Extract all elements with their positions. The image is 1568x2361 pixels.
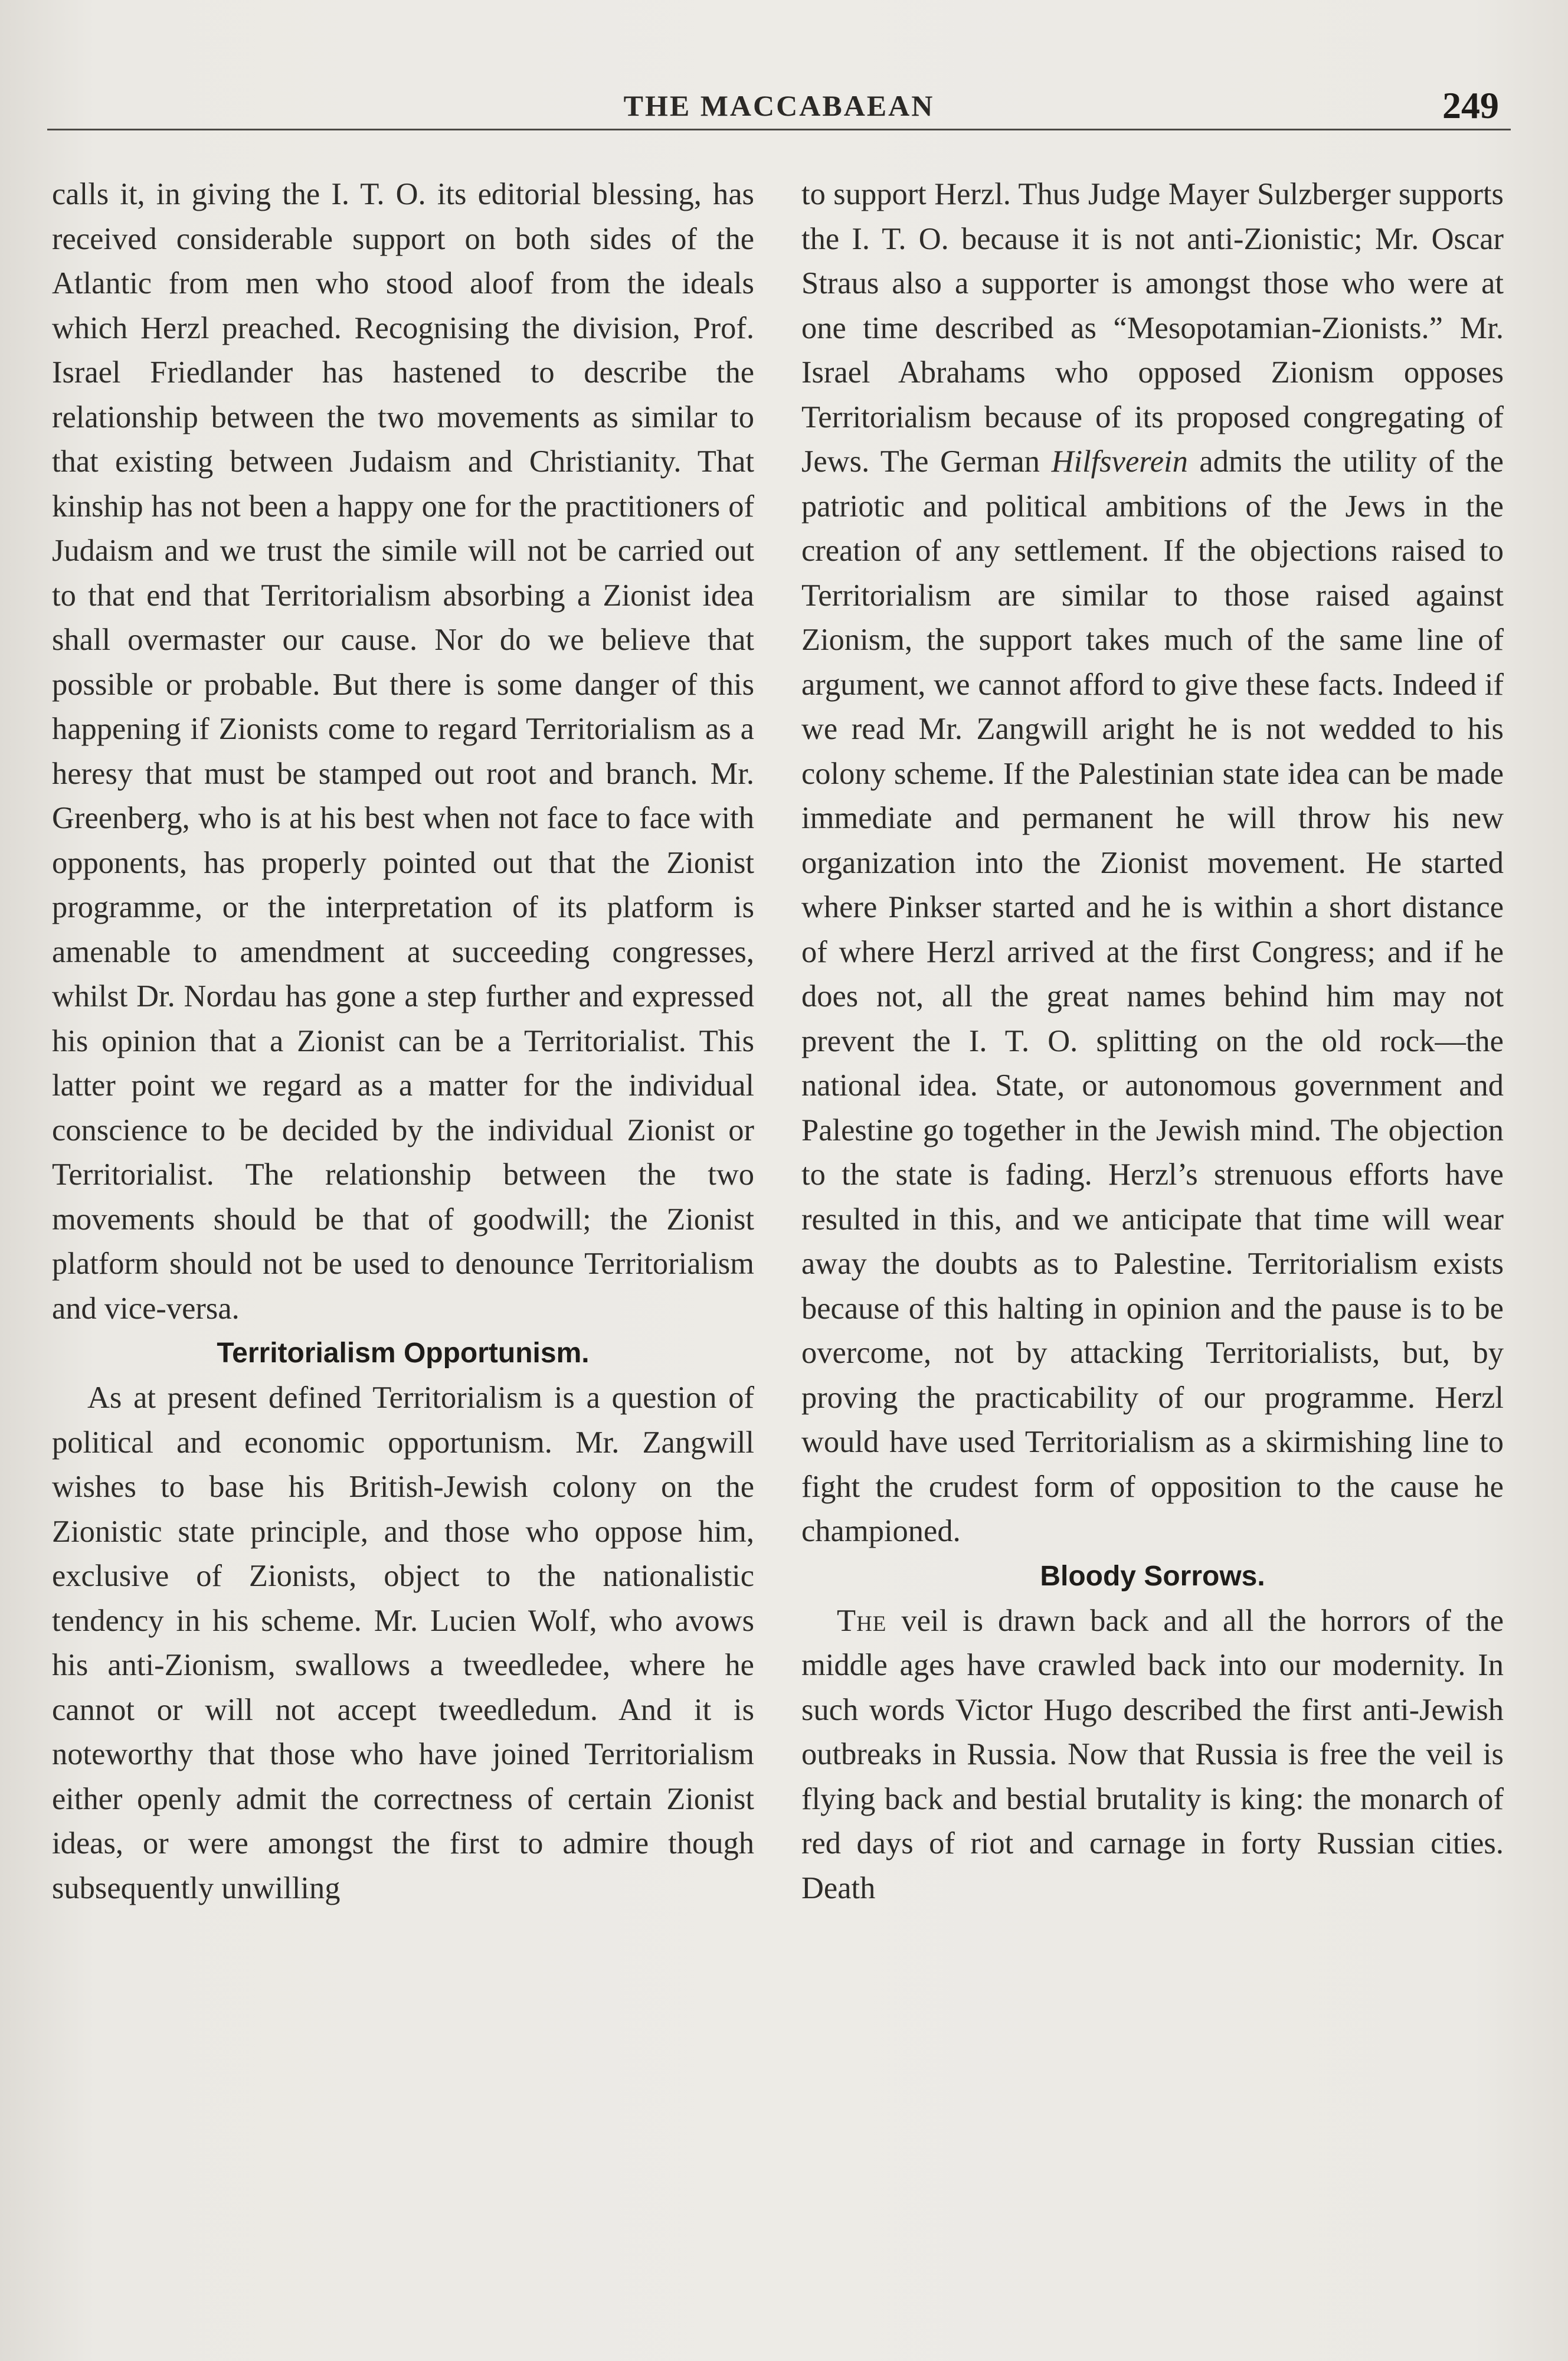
lead-word-smallcaps: The <box>837 1603 887 1638</box>
right-paragraph-bloody-sorrows <box>801 1599 1504 1911</box>
section-heading-territorialism-opportunism: Territorialism Opportunism. <box>217 1338 590 1369</box>
section-heading-bloody-sorrows: Bloody Sorrows. <box>1040 1560 1265 1592</box>
left-column <box>52 172 754 1911</box>
right-paragraph-continued <box>801 172 1504 1554</box>
left-paragraph-territorialism: As at present defined Territorialism is a question of political and economic opportunism. Mr. Zangwill wishes to base his British-Jewish colony on the Zionistic state principle, and those who oppose him, exclusive of Zionists, object to the nationalistic tendency in his scheme. Mr. Lucien Wolf, who avows his anti-Zionism, swallows a tweedledee, where he cannot or will not accept tweedledum. And it is noteworthy that those who have joined Territorialism either openly admit the correctness of certain Zionist ideas, or were amongst the first to admire though subsequently unwilling <box>52 1381 754 1905</box>
left-paragraph-continued: calls it, in giving the I. T. O. its editorial blessing, has received considerable support on both sides of the Atlantic from men who stood aloof from the ideals which Herzl preached. Recognising the division, Prof. Israel Friedlander has hastened to describe the relationship between the two movements as similar to that existing between Judaism and Christianity. That kinship has not been a happy one for the practitioners of Judaism and we trust the simile will not be carried out to that end that Territorialism absorbing a Zionist idea shall overmaster our cause. Nor do we believe that possible or probable. But there is some danger of this happening if Zionists come to regard Territorialism as a heresy that must be stamped out root and branch. Mr. Greenberg, who is at his best when not face to face with opponents, has properly pointed out that the Zionist programme, or the interpretation of its platform is amenable to amendment at succeeding congresses, whilst Dr. Nordau has gone a step further and expressed his opinion that a Zionist can be a Territorialist. This latter point we regard as a matter for the individual conscience to be decided by the individual Zionist or Territorialist. The relationship between the two movements should be that of goodwill; the Zionist platform should not be used to denounce Territorialism and vice-versa. <box>52 177 754 1326</box>
bloody-sorrows-text: veil is drawn back and all the horrors of the middle ages have crawled back into our modernity. In such words Victor Hugo described the first anti-Jewish outbreaks in Russia. Now that Russia is free the veil is flying back and bestial brutality is king: the monarch of red days of riot and carnage in forty Russian cities. Death <box>801 1603 1504 1905</box>
page-number: 249 <box>1442 84 1499 126</box>
right-paragraph-text-b: admits the utility of the patriotic and political ambitions of the Jews in the creation of any settlement. If the objections raised to Territorialism are similar to those raised against Zionism, the support takes much of the same line of argument, we cannot afford to give these facts. Indeed if we read Mr. Zangwill aright he is not wedded to his colony scheme. If the Palestinian state idea can be made immediate and permanent he will throw his new organization into the Zionist movement. He started where Pinkser started and he is within a short distance of where Herzl arrived at the first Congress; and if he does not, all the great names behind him may not prevent the I. T. O. splitting on the old rock—the national idea. State, or autonomous government and Palestine go together in the Jewish mind. The objection to the state is fading. Herzl’s strenuous efforts have resulted in this, and we anticipate that time will wear away the doubts as to Palestine. Territorialism exists because of this halting in opinion and the pause is to be overcome, not by attacking Territorialists, but, by proving the practicability of our programme. Herzl would have used Territorialism as a skirmishing line to fight the crudest form of opposition to the cause he championed. <box>801 444 1504 1548</box>
right-column <box>801 172 1504 1911</box>
right-paragraph-text-a: to support Herzl. Thus Judge Mayer Sulzberger supports the I. T. O. because it is not anti-Zionistic; Mr. Oscar Straus also a supporter is amongst those who were at one time described as “Mesopotamian-Zionists.” Mr. Israel Abrahams who opposed Zionism opposes Territorialism because of its proposed congregating of Jews. The German <box>801 177 1504 479</box>
hilfsverein-italic: Hilfsverein <box>1051 444 1188 479</box>
journal-title: THE MACCABAEAN <box>623 89 935 122</box>
header-rule <box>47 129 1511 130</box>
